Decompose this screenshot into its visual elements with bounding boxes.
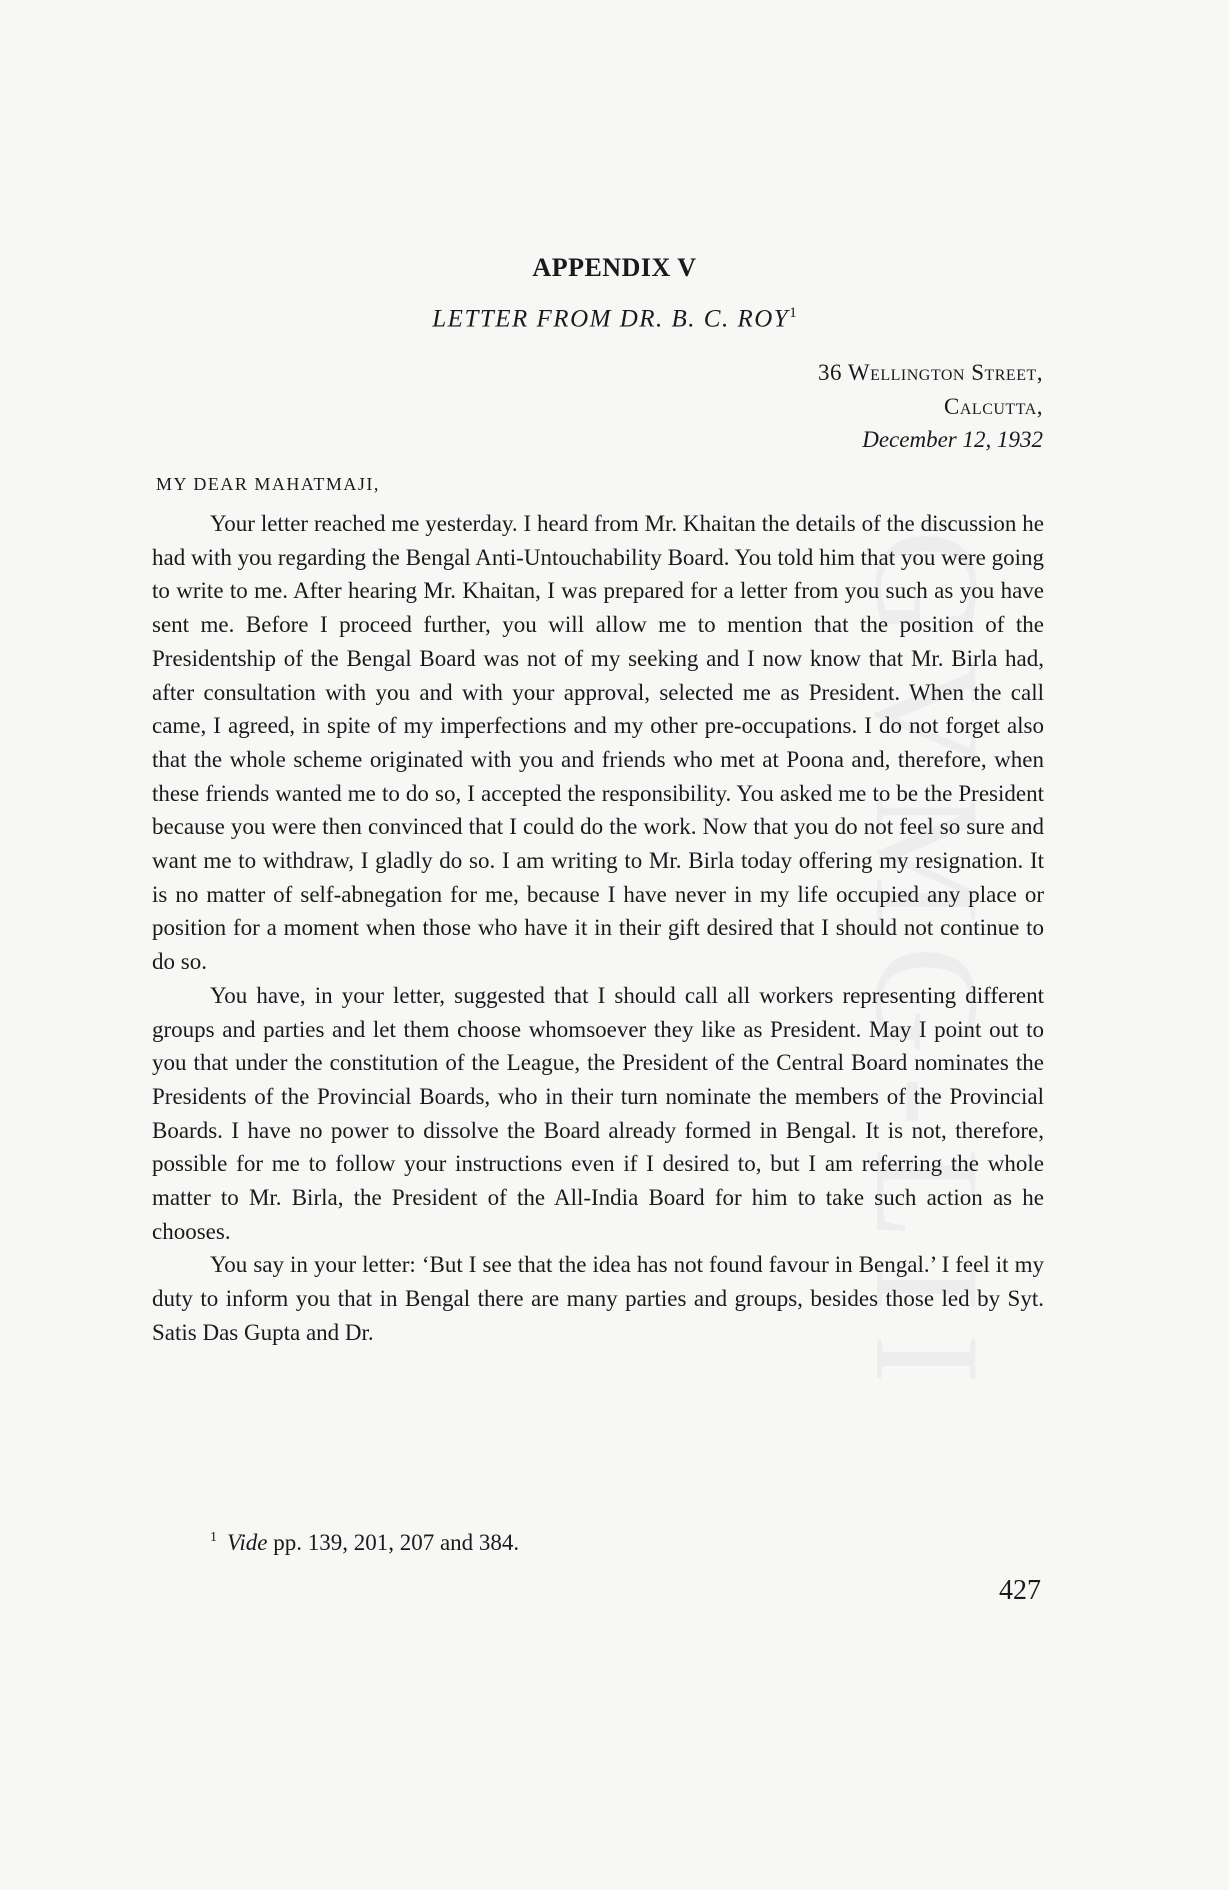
sender-address [818, 356, 1043, 457]
letter-title-text: LETTER FROM DR. B. C. ROY [432, 305, 790, 333]
address-street: 36 Wellington Street, [818, 360, 1043, 385]
address-city: Calcutta, [944, 393, 1043, 419]
letter-body [152, 507, 1044, 1350]
footnote [210, 1530, 519, 1556]
footnote-text: pp. 139, 201, 207 and 384. [273, 1530, 520, 1555]
title-footnote-marker: 1 [789, 305, 797, 321]
letter-date: December 12, 1932 [862, 427, 1043, 452]
watermark-text: GVMG-LII [844, 530, 1010, 1406]
paragraph: You say in your letter: ‘But I see that the idea has not found favour in Bengal.’ I feel it my duty to inform you that in Bengal there are many parties and groups, besides those led by Syt. Satis Das Gupta and Dr. [152, 1252, 1044, 1345]
footnote-marker: 1 [210, 1530, 217, 1546]
paragraph: You have, in your letter, suggested that I should call all workers representing different groups and parties and let them choose whomsoever they like as President. May I point out to you that under the constitution of the League, the President of the Central Board nominates the Presidents of the Provincial Boards, who in their turn nominate the members of the Provincial Boards. I have no power to dissolve the Board already formed in Bengal. It is not, therefore, possible for me to follow your instructions even if I desired to, but I am referring the whole matter to Mr. Birla, the President of the All-India Board for him to take such action as he chooses. [152, 982, 1044, 1244]
appendix-heading: APPENDIX V [532, 253, 697, 282]
salutation: MY DEAR MAHATMAJI, [156, 474, 380, 494]
paragraph: Your letter reached me yesterday. I heard from Mr. Khaitan the details of the discussion he had with you regarding the Bengal Anti-Untouchability Board. You told him that you were going to write to me. After hearing Mr. Khaitan, I was prepared for a letter from you such as you have sent me. Before I proceed further, you will allow me to mention that the position of the Presidentship of the Bengal Board was not of my seeking and I now know that Mr. Birla had, after consultation with you and with your approval, selected me as President. When the call came, I agreed, in spite of my imperfections and my other pre-occupations. I do not forget also that the whole scheme originated with you and friends who met at Poona and, therefore, when these friends wanted me to do so, I accepted the responsibility. You asked me to be the President because you were then convinced that I could do the work. Now that you do not feel so sure and want me to withdraw, I gladly do so. I am writing to Mr. Birla today offering my resignation. It is no matter of self-abnegation for me, because I have never in my life occupied any place or position for a moment when those who have it in their gift desired that I should not continue to do so. [152, 511, 1044, 975]
footnote-vide: Vide [227, 1530, 268, 1555]
page-number: 427 [999, 1575, 1041, 1606]
letter-title [0, 305, 1229, 333]
